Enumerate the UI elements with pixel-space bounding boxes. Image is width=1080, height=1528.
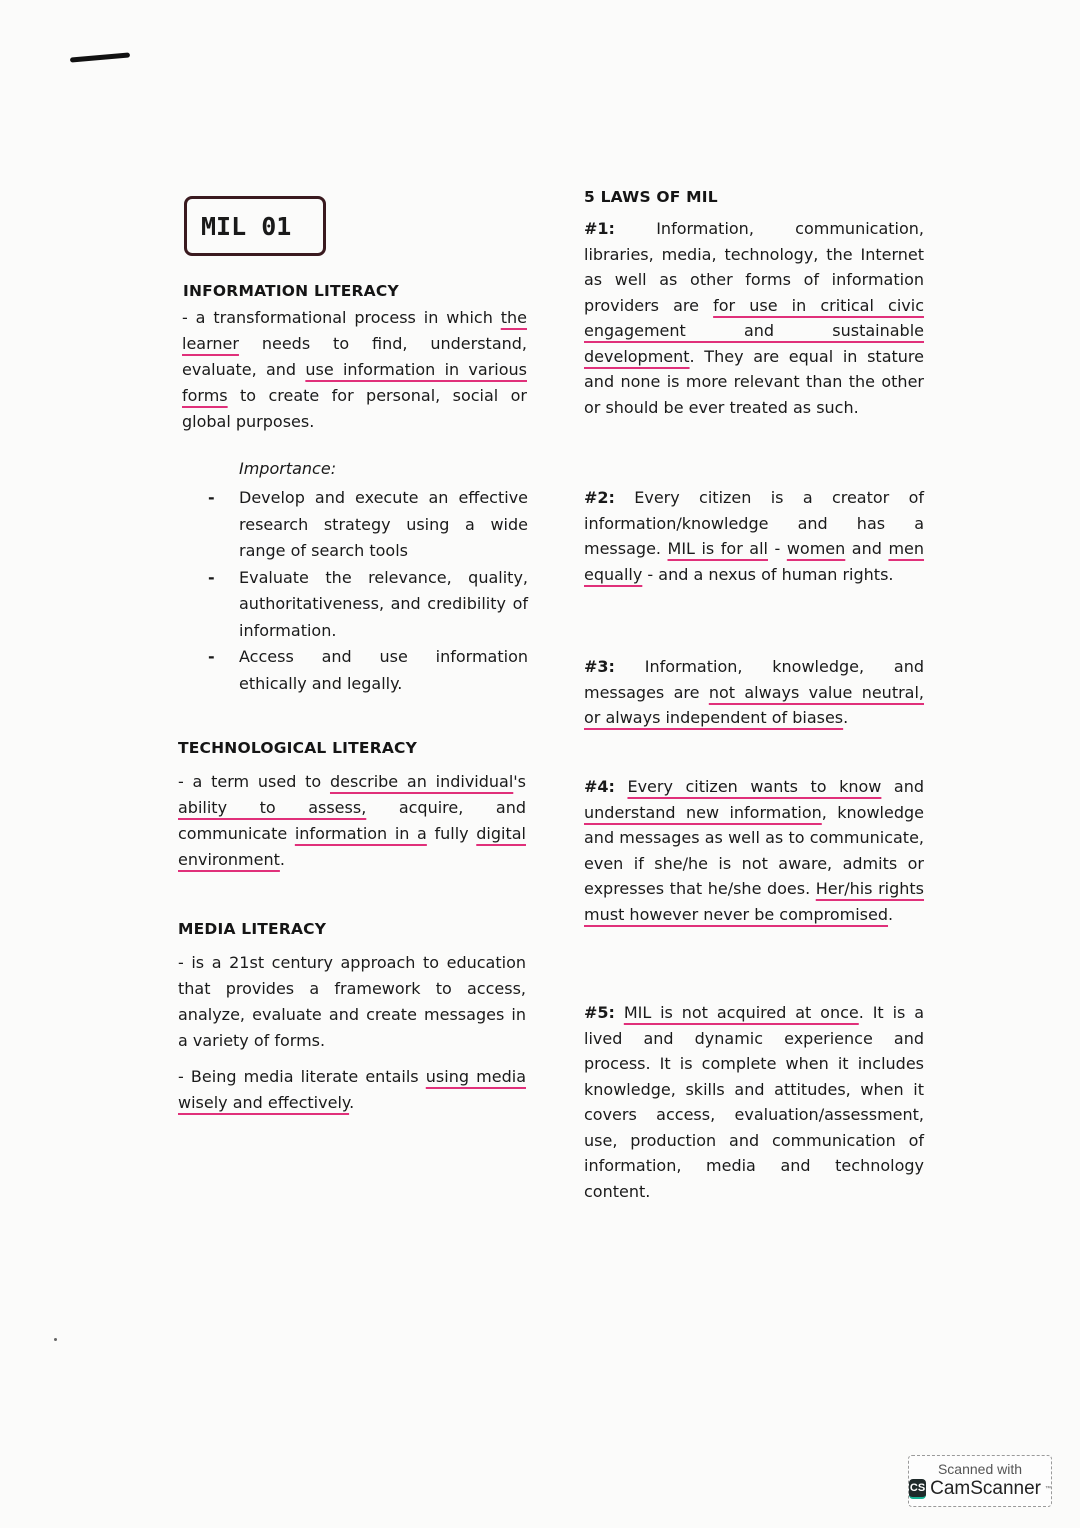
camscanner-watermark (908, 1455, 1052, 1507)
watermark-caption: Scanned with (937, 1461, 1023, 1477)
highlight: MIL is not acquired at once (623, 1003, 859, 1022)
highlight: ability to assess, (178, 798, 367, 817)
highlight: women (786, 539, 846, 558)
law-label: #4: (584, 777, 615, 796)
law-1: #1: Information, communication, libraries, media, technology, the Internet as well as other forms of information providers are for use in critical civic engagement and sustainable development. They are equal in stature and none is more relevant than the other or should be ever treated as such. (584, 219, 925, 417)
page-title: MIL 01 (201, 211, 292, 241)
highlight: information in a (294, 824, 427, 843)
law-label: #2: (584, 488, 615, 507)
camscanner-logo-icon: CS (909, 1479, 926, 1499)
technological-literacy-heading: TECHNOLOGICAL LITERACY (178, 739, 418, 757)
highlight: men equally (584, 539, 925, 584)
information-literacy-heading: INFORMATION LITERACY (183, 282, 399, 300)
pen-stroke-mark (70, 52, 130, 62)
highlight: the learner (182, 308, 527, 353)
law-3: #3: Information, knowledge, and messages are not always value neutral, or always independent of biases. (584, 657, 925, 727)
media-literacy-definition: - is a 21st century approach to education that provides a framework to access, analyze, evaluate and create messages in a variety of forms. (178, 953, 526, 1050)
law-4: #4: Every citizen wants to know and understand new information, knowledge and messages as well as to communicate, even if she/he is not aware, admits or expresses that he/she does. Her/his rights must however never be compromised. (584, 777, 925, 924)
highlight: using media wisely and effectively (178, 1067, 526, 1112)
importance-list (208, 485, 528, 697)
highlight: describe an individual (329, 772, 514, 791)
highlight: Her/his rights must however never be compromised (584, 879, 925, 924)
highlight: understand new information (584, 802, 822, 822)
highlight: not always value neutral, or always independent of biases (584, 682, 925, 727)
law-label: #5: (584, 1003, 615, 1022)
importance-label: Importance: (239, 459, 337, 478)
highlight: Every citizen wants to know (627, 777, 882, 796)
importance-item: - Evaluate the relevance, quality, authoritativeness, and credibility of information. (208, 567, 528, 640)
law-label: #1: (584, 219, 615, 238)
highlight: MIL is for all (667, 539, 768, 558)
information-literacy-definition: - a transformational process in which the learner needs to find, understand, evaluate, and use information in various forms to create for personal, social or global purposes. (182, 308, 527, 431)
highlight: digital environment (178, 824, 526, 869)
law-2: #2: Every citizen is a creator of information/knowledge and has a message. MIL is for all - women and men equally - and a nexus of human rights. (584, 488, 925, 584)
paper-speck (54, 1338, 57, 1341)
importance-item: - Develop and execute an effective research strategy using a wide range of search tools (208, 488, 528, 560)
watermark-brand: CamScanner (930, 1478, 1041, 1499)
media-literacy-note: - Being media literate entails using media wisely and effectively. (178, 1067, 526, 1112)
law-label: #3: (584, 657, 615, 676)
highlight: for use in critical civic engagement and sustainable development (584, 295, 925, 366)
watermark-brand-row (909, 1478, 1051, 1500)
highlight: use information in various forms (182, 360, 527, 405)
trademark-symbol: ™ (1045, 1486, 1051, 1492)
media-literacy-heading: MEDIA LITERACY (178, 920, 327, 938)
importance-item: - Access and use information ethically and legally. (208, 647, 528, 693)
page-title-box (184, 196, 326, 256)
five-laws-heading: 5 LAWS OF MIL (584, 188, 718, 206)
technological-literacy-definition: - a term used to describe an individual's ability to assess, acquire, and communicate information in a fully digital environment. (178, 772, 527, 869)
law-5: #5: MIL is not acquired at once. It is a lived and dynamic experience and process. It is complete when it includes knowledge, skills and attitudes, when it covers access, evaluation/assessment, use, production and communication of information, media and technology content. (584, 1003, 925, 1201)
